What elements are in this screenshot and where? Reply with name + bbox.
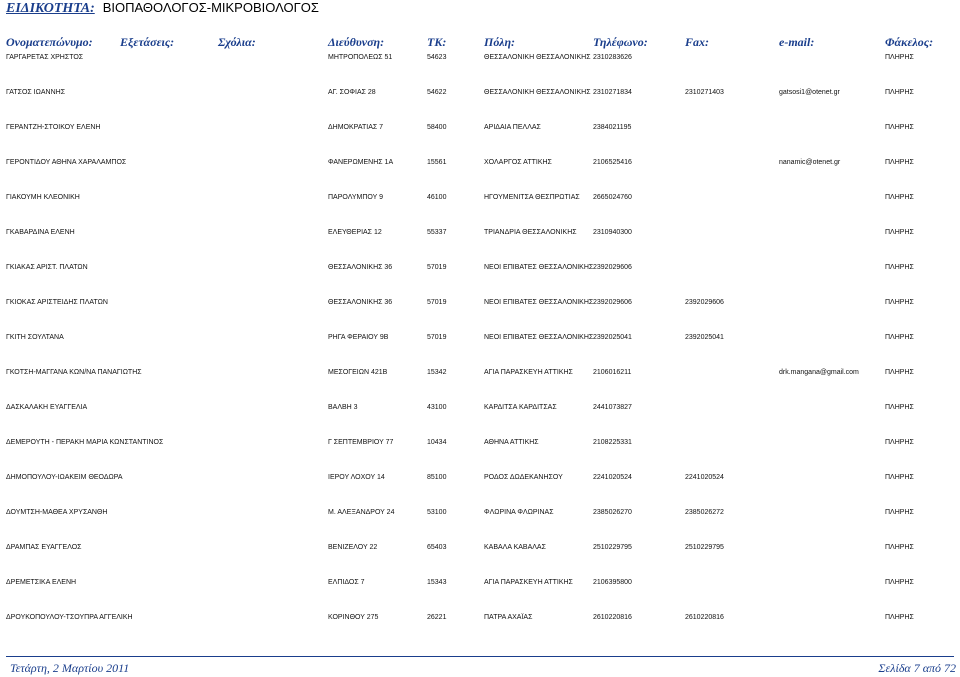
cell-address: ΠΑΡΟΛΥΜΠΟΥ 9 (328, 194, 384, 201)
cell-name: ΔΑΣΚΑΛΑΚΗ ΕΥΑΓΓΕΛΙΑ (6, 404, 88, 411)
cell-folder: ΠΛΗΡΗΣ (885, 54, 914, 61)
cell-city: ΑΓΙΑ ΠΑΡΑΣΚΕΥΗ ΑΤΤΙΚΗΣ (484, 579, 573, 586)
cell-address: ΘΕΣΣΑΛΟΝΙΚΗΣ 36 (328, 264, 393, 271)
cell-phone: 2241020524 (593, 474, 632, 481)
cell-city: ΑΡΙΔΑΙΑ ΠΕΛΛΑΣ (484, 124, 541, 131)
specialty-heading (6, 0, 319, 16)
header-name: Ονοματεπώνυμο: (6, 35, 93, 49)
footer-divider (6, 656, 954, 657)
cell-name: ΓΑΤΣΟΣ ΙΩΑΝΝΗΣ (6, 89, 66, 96)
cell-folder: ΠΛΗΡΗΣ (885, 264, 914, 271)
table-header (0, 35, 960, 49)
cell-address: ΘΕΣΣΑΛΟΝΙΚΗΣ 36 (328, 299, 393, 306)
cell-address: ΦΑΝΕΡΩΜΕΝΗΣ 1Α (328, 159, 394, 166)
cell-zip: 57019 (427, 334, 447, 341)
footer-date: Τετάρτη, 2 Μαρτίου 2011 (10, 661, 130, 675)
cell-address: ΕΛΠΙΔΟΣ 7 (328, 579, 365, 586)
cell-address: Μ. ΑΛΕΞΑΝΔΡΟΥ 24 (328, 509, 395, 516)
header-address: Διεύθυνση: (328, 35, 385, 49)
cell-email: drk.mangana@gmail.com (779, 369, 859, 376)
cell-address: ΑΓ. ΣΟΦΙΑΣ 28 (328, 89, 376, 96)
cell-address: Γ ΣΕΠΤΕΜΒΡΙΟΥ 77 (328, 439, 394, 446)
cell-folder: ΠΛΗΡΗΣ (885, 579, 914, 586)
table-row (0, 53, 960, 79)
cell-name: ΓΕΡΑΝΤΖΗ-ΣΤΟΙΚΟΥ ΕΛΕΝΗ (6, 124, 101, 131)
cell-fax: 2392025041 (685, 334, 724, 341)
specialty-value: ΒΙΟΠΑΘΟΛΟΓΟΣ-ΜΙΚΡΟΒΙΟΛΟΓΟΣ (102, 0, 319, 15)
cell-phone: 2310283626 (593, 54, 632, 61)
table-row (0, 473, 960, 499)
cell-folder: ΠΛΗΡΗΣ (885, 509, 914, 516)
cell-name: ΔΡΑΜΠΑΣ ΕΥΑΓΓΕΛΟΣ (6, 544, 82, 551)
cell-address: ΔΗΜΟΚΡΑΤΙΑΣ 7 (328, 124, 384, 131)
cell-fax: 2392029606 (685, 299, 724, 306)
cell-phone: 2384021195 (593, 124, 632, 131)
cell-fax: 2610220816 (685, 614, 724, 621)
cell-fax: 2241020524 (685, 474, 724, 481)
cell-phone: 2510229795 (593, 544, 632, 551)
cell-phone: 2441073827 (593, 404, 632, 411)
table-row (0, 543, 960, 569)
cell-phone: 2310271834 (593, 89, 632, 96)
header-city: Πόλη: (484, 35, 516, 49)
cell-address: ΕΛΕΥΘΕΡΙΑΣ 12 (328, 229, 382, 236)
cell-city: ΝΕΟΙ ΕΠΙΒΑΤΕΣ ΘΕΣΣΑΛΟΝΙΚΗΣ (484, 264, 594, 271)
cell-city: ΡΟΔΟΣ ΔΩΔΕΚΑΝΗΣΟΥ (484, 474, 563, 481)
header-comments: Σχόλια: (218, 35, 256, 49)
cell-city: ΝΕΟΙ ΕΠΙΒΑΤΕΣ ΘΕΣΣΑΛΟΝΙΚΗΣ (484, 334, 594, 341)
cell-phone: 2108225331 (593, 439, 632, 446)
header-zip: ΤΚ: (427, 35, 447, 49)
cell-address: ΜΕΣΟΓΕΙΩΝ 421Β (328, 369, 388, 376)
cell-folder: ΠΛΗΡΗΣ (885, 439, 914, 446)
cell-zip: 57019 (427, 264, 447, 271)
cell-name: ΔΡΟΥΚΟΠΟΥΛΟΥ-ΤΣΟΥΠΡΑ ΑΓΓΕΛΙΚΗ (6, 614, 133, 621)
cell-name: ΔΗΜΟΠΟΥΛΟΥ-ΙΩΑΚΕΙΜ ΘΕΟΔΩΡΑ (6, 474, 123, 481)
cell-zip: 15342 (427, 369, 447, 376)
specialty-label: ΕΙΔΙΚΟΤΗΤΑ: (6, 1, 95, 16)
header-phone: Τηλέφωνο: (593, 35, 648, 49)
cell-name: ΓΚΙΟΚΑΣ ΑΡΙΣΤΕΙΔΗΣ ΠΛΑΤΩΝ (6, 299, 108, 306)
table-row (0, 403, 960, 429)
table-row (0, 368, 960, 394)
cell-phone: 2310940300 (593, 229, 632, 236)
table-row (0, 263, 960, 289)
cell-folder: ΠΛΗΡΗΣ (885, 334, 914, 341)
table-row (0, 508, 960, 534)
cell-zip: 15561 (427, 159, 447, 166)
cell-address: ΚΟΡΙΝΘΟΥ 275 (328, 614, 379, 621)
table-row (0, 158, 960, 184)
cell-zip: 85100 (427, 474, 447, 481)
cell-city: ΘΕΣΣΑΛΟΝΙΚΗ ΘΕΣΣΑΛΟΝΙΚΗΣ (484, 89, 591, 96)
table-row (0, 123, 960, 149)
cell-phone: 2610220816 (593, 614, 632, 621)
cell-address: ΒΕΝΙΖΕΛΟΥ 22 (328, 544, 378, 551)
cell-folder: ΠΛΗΡΗΣ (885, 194, 914, 201)
cell-zip: 54623 (427, 54, 447, 61)
cell-folder: ΠΛΗΡΗΣ (885, 369, 914, 376)
cell-zip: 10434 (427, 439, 447, 446)
cell-city: ΚΑΡΔΙΤΣΑ ΚΑΡΔΙΤΣΑΣ (484, 404, 557, 411)
cell-zip: 15343 (427, 579, 447, 586)
table-row (0, 578, 960, 604)
cell-folder: ΠΛΗΡΗΣ (885, 159, 914, 166)
cell-city: ΦΛΩΡΙΝΑ ΦΛΩΡΙΝΑΣ (484, 509, 554, 516)
table-row (0, 438, 960, 464)
cell-city: ΝΕΟΙ ΕΠΙΒΑΤΕΣ ΘΕΣΣΑΛΟΝΙΚΗΣ (484, 299, 594, 306)
cell-fax: 2385026272 (685, 509, 724, 516)
header-email: e-mail: (779, 35, 815, 49)
cell-folder: ΠΛΗΡΗΣ (885, 544, 914, 551)
cell-city: ΧΟΛΑΡΓΟΣ ΑΤΤΙΚΗΣ (484, 159, 552, 166)
cell-email: nanamic@otenet.gr (779, 159, 841, 166)
cell-name: ΔΟΥΜΤΣΗ-ΜΑΘΕΑ ΧΡΥΣΑΝΘΗ (6, 509, 108, 516)
cell-fax: 2510229795 (685, 544, 724, 551)
cell-name: ΓΚΙΑΚΑΣ ΑΡΙΣΤ. ΠΛΑΤΩΝ (6, 264, 88, 271)
cell-city: ΑΓΙΑ ΠΑΡΑΣΚΕΥΗ ΑΤΤΙΚΗΣ (484, 369, 573, 376)
cell-phone: 2385026270 (593, 509, 632, 516)
cell-zip: 54622 (427, 89, 447, 96)
cell-folder: ΠΛΗΡΗΣ (885, 89, 914, 96)
cell-city: ΘΕΣΣΑΛΟΝΙΚΗ ΘΕΣΣΑΛΟΝΙΚΗΣ (484, 54, 591, 61)
cell-phone: 2392025041 (593, 334, 632, 341)
cell-zip: 65403 (427, 544, 447, 551)
cell-phone: 2392029606 (593, 264, 632, 271)
cell-name: ΓΚΟΤΣΗ-ΜΑΓΓΑΝΑ ΚΩΝ/ΝΑ ΠΑΝΑΓΙΩΤΗΣ (6, 369, 142, 376)
cell-address: ΒΑΛΒΗ 3 (328, 404, 358, 411)
cell-name: ΓΚΙΤΗ ΣΟΥΛΤΑΝΑ (6, 334, 64, 341)
cell-name: ΔΡΕΜΕΤΣΙΚΑ ΕΛΕΝΗ (6, 579, 77, 586)
header-exams: Εξετάσεις: (120, 35, 175, 49)
cell-name: ΓΚΑΒΑΡΔΙΝΑ ΕΛΕΝΗ (6, 229, 75, 236)
cell-folder: ΠΛΗΡΗΣ (885, 404, 914, 411)
table-row (0, 333, 960, 359)
cell-phone: 2392029606 (593, 299, 632, 306)
cell-name: ΓΕΡΟΝΤΙΔΟΥ ΑΘΗΝΑ ΧΑΡΑΛΑΜΠΟΣ (6, 159, 127, 166)
cell-city: ΗΓΟΥΜΕΝΙΤΣΑ ΘΕΣΠΡΩΤΙΑΣ (484, 194, 580, 201)
table-row (0, 613, 960, 639)
cell-name: ΔΕΜΕΡΟΥΤΗ - ΠΕΡΑΚΗ ΜΑΡΙΑ ΚΩΝΣΤΑΝΤΙΝΟΣ (6, 439, 164, 446)
cell-zip: 43100 (427, 404, 447, 411)
cell-folder: ΠΛΗΡΗΣ (885, 614, 914, 621)
cell-zip: 26221 (427, 614, 447, 621)
cell-zip: 53100 (427, 509, 447, 516)
table-row (0, 298, 960, 324)
cell-city: ΚΑΒΑΛΑ ΚΑΒΑΛΑΣ (484, 544, 546, 551)
cell-folder: ΠΛΗΡΗΣ (885, 299, 914, 306)
cell-folder: ΠΛΗΡΗΣ (885, 229, 914, 236)
cell-address: ΡΗΓΑ ΦΕΡΑΙΟΥ 9Β (328, 334, 389, 341)
cell-folder: ΠΛΗΡΗΣ (885, 124, 914, 131)
footer-page-number: Σελίδα 7 από 72 (878, 661, 956, 675)
cell-folder: ΠΛΗΡΗΣ (885, 474, 914, 481)
header-fax: Fax: (685, 35, 709, 49)
header-folder: Φάκελος: (885, 35, 934, 49)
cell-name: ΓΙΑΚΟΥΜΗ ΚΛΕΟΝΙΚΗ (6, 194, 80, 201)
cell-address: ΙΕΡΟΥ ΛΟΧΟΥ 14 (328, 474, 385, 481)
table-row (0, 228, 960, 254)
cell-city: ΑΘΗΝΑ ΑΤΤΙΚΗΣ (484, 439, 539, 446)
cell-zip: 57019 (427, 299, 447, 306)
cell-zip: 46100 (427, 194, 447, 201)
cell-phone: 2106016211 (593, 369, 632, 376)
cell-name: ΓΑΡΓΑΡΕΤΑΣ ΧΡΗΣΤΟΣ (6, 54, 84, 61)
cell-fax: 2310271403 (685, 89, 724, 96)
table-row (0, 88, 960, 114)
cell-phone: 2106395800 (593, 579, 632, 586)
cell-address: ΜΗΤΡΟΠΟΛΕΩΣ 51 (328, 54, 393, 61)
cell-phone: 2665024760 (593, 194, 632, 201)
cell-email: gatsosi1@otenet.gr (779, 89, 840, 96)
cell-city: ΠΑΤΡΑ ΑΧΑΪΑΣ (484, 614, 533, 621)
cell-zip: 55337 (427, 229, 447, 236)
cell-phone: 2106525416 (593, 159, 632, 166)
cell-zip: 58400 (427, 124, 447, 131)
table-row (0, 193, 960, 219)
cell-city: ΤΡΙΑΝΔΡΙΑ ΘΕΣΣΑΛΟΝΙΚΗΣ (484, 229, 577, 236)
